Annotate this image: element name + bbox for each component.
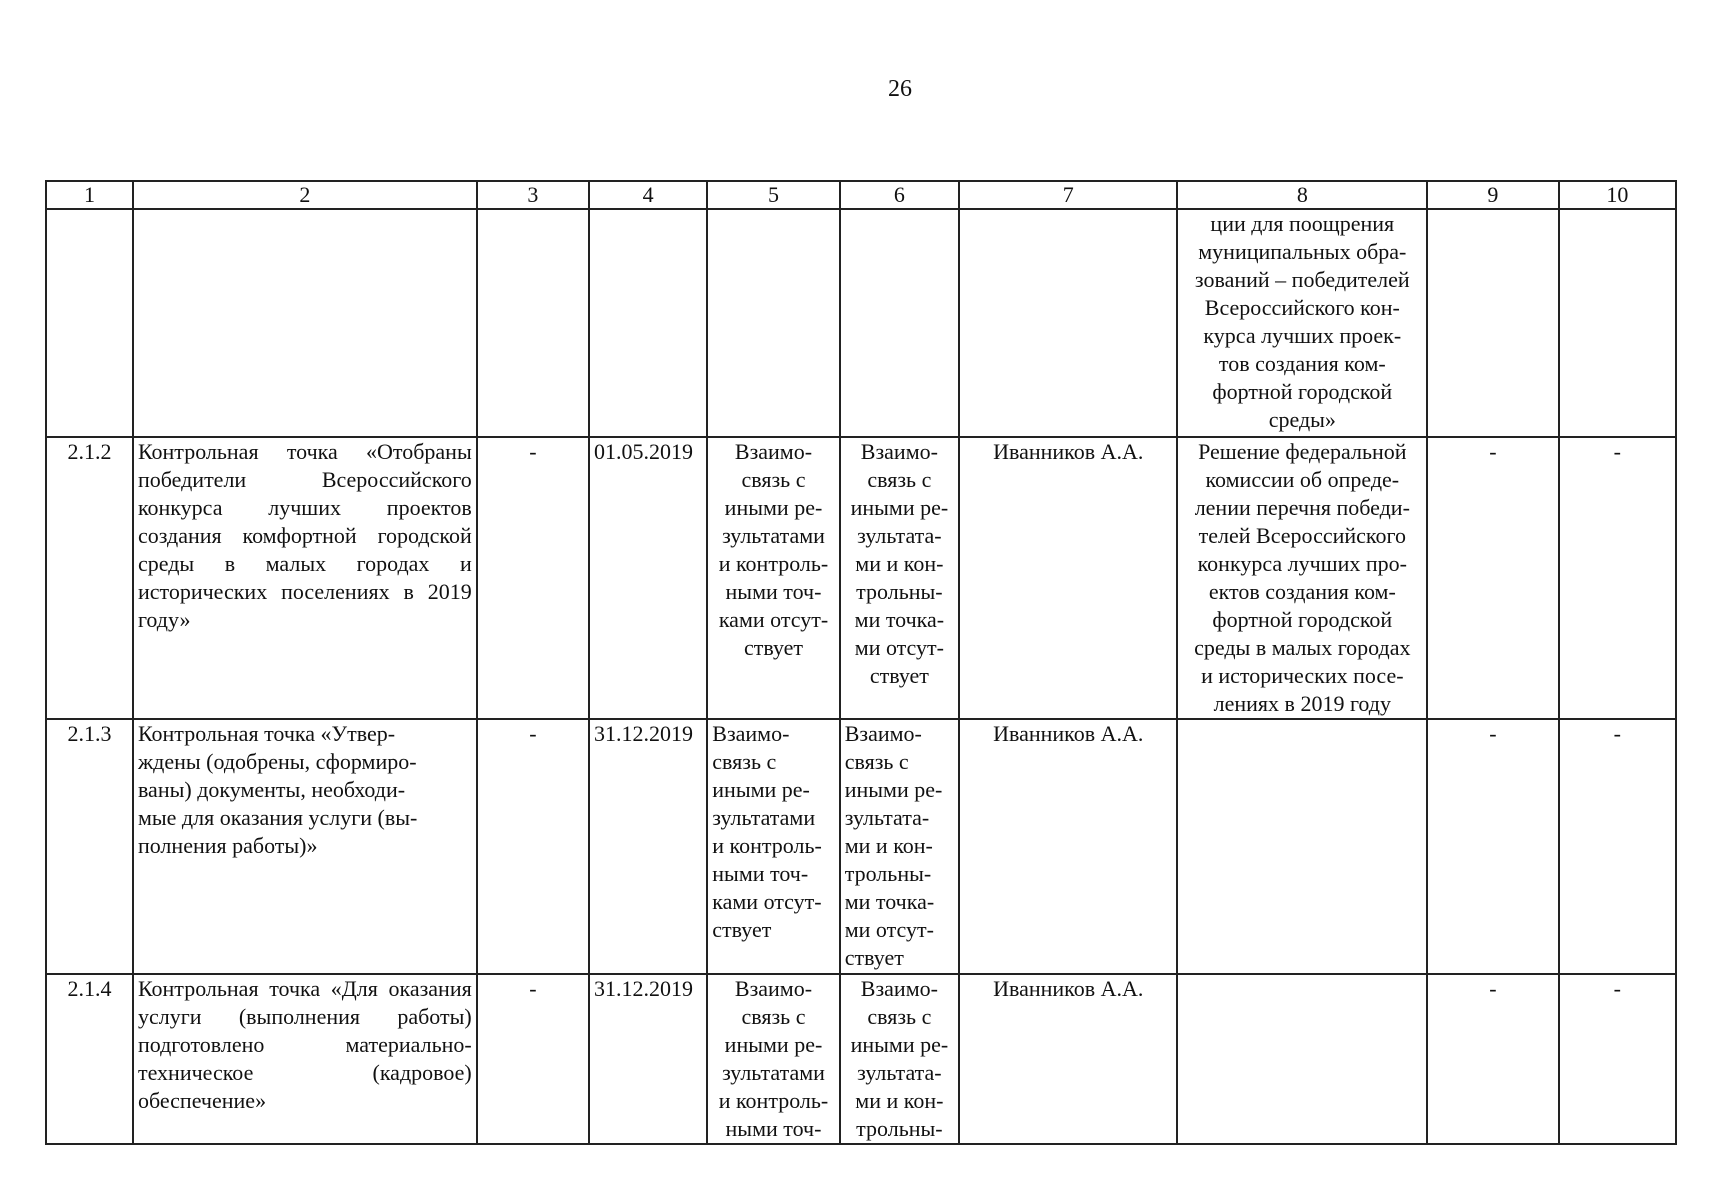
cell-empty: [840, 209, 959, 437]
page-number: 26: [888, 76, 912, 102]
date-cell: 31.12.2019: [589, 719, 707, 974]
result-description-cell: Решение федеральной комиссии об опреде- лении перечня победи- телей Всероссийского конкурса лучших про- ектов создания ком- фортной городской среды в малых городах и исторических посе- лениях в 2019 году: [1177, 437, 1427, 719]
col10-cell: -: [1559, 719, 1676, 974]
relation-cell: Взаимо- связь с иными ре- зультатами и контроль- ными точ- ками отсут- ствует: [707, 437, 839, 719]
col-header-2: 2: [133, 181, 477, 209]
table-row-continuation: [46, 209, 1676, 437]
relation-cell: Взаимо- связь с иными ре- зультата- ми и кон- трольны- ми точка- ми отсут- ствует: [840, 437, 959, 719]
table-row: [46, 719, 1676, 974]
col-header-10: 10: [1559, 181, 1676, 209]
result-description-cell: [1177, 974, 1427, 1144]
control-point-name-cell: Контрольная точка «Отобраны победители Всероссийского конкурса лучших проектов создания комфортной городской среды в малых городах и исторических поселениях в 2019 году»: [133, 437, 477, 719]
col-header-7: 7: [959, 181, 1177, 209]
col9-cell: -: [1427, 719, 1558, 974]
row-number-cell: 2.1.4: [46, 974, 133, 1144]
relation-cell: Взаимо- связь с иными ре- зультата- ми и кон- трольны- ми точка- ми отсут- ствует: [840, 719, 959, 974]
cell-empty: [477, 209, 589, 437]
responsible-cell: Иванников А.А.: [959, 719, 1177, 974]
col10-cell: -: [1559, 974, 1676, 1144]
result-description-cell: [1177, 719, 1427, 974]
col-header-9: 9: [1427, 181, 1558, 209]
table-row: [46, 974, 1676, 1144]
col-header-1: 1: [46, 181, 133, 209]
row-number-cell: 2.1.3: [46, 719, 133, 974]
cell-empty: [46, 209, 133, 437]
control-points-table: [45, 180, 1677, 1145]
col9-cell: -: [1427, 974, 1558, 1144]
cell-empty: [1427, 209, 1558, 437]
relation-cell: Взаимо- связь с иными ре- зультатами и контроль- ными точ-: [707, 974, 839, 1144]
col10-cell: -: [1559, 437, 1676, 719]
cell-empty: [133, 209, 477, 437]
col-header-5: 5: [707, 181, 839, 209]
col9-cell: -: [1427, 437, 1558, 719]
col3-cell: -: [477, 437, 589, 719]
col3-cell: -: [477, 719, 589, 974]
row-number-cell: 2.1.2: [46, 437, 133, 719]
col-header-4: 4: [589, 181, 707, 209]
relation-cell: Взаимо- связь с иными ре- зультатами и контроль- ными точ- ками отсут- ствует: [707, 719, 839, 974]
table-row: [46, 437, 1676, 719]
cell-empty: [1559, 209, 1676, 437]
control-point-name-cell: Контрольная точка «Утвер- ждены (одобрены, сформиро- ваны) документы, необходи- мые для оказания услуги (вы- полнения работы)»: [133, 719, 477, 974]
relation-cell: Взаимо- связь с иными ре- зультата- ми и кон- трольны-: [840, 974, 959, 1144]
header-row: [46, 181, 1676, 209]
cell-empty: [589, 209, 707, 437]
cell-empty: [959, 209, 1177, 437]
date-cell: 31.12.2019: [589, 974, 707, 1144]
col-header-6: 6: [840, 181, 959, 209]
control-point-name-cell: Контрольная точка «Для оказания услуги (выполнения работы) подготовлено материально-техническое (кадровое) обеспечение»: [133, 974, 477, 1144]
col3-cell: -: [477, 974, 589, 1144]
col-header-8: 8: [1177, 181, 1427, 209]
responsible-cell: Иванников А.А.: [959, 437, 1177, 719]
date-cell: 01.05.2019: [589, 437, 707, 719]
cell-empty: [707, 209, 839, 437]
result-description-cell: ции для поощрения муниципальных обра- зований – победителей Всероссийского кон- курса лучших проек- тов создания ком- фортной городской среды»: [1177, 209, 1427, 437]
responsible-cell: Иванников А.А.: [959, 974, 1177, 1144]
col-header-3: 3: [477, 181, 589, 209]
